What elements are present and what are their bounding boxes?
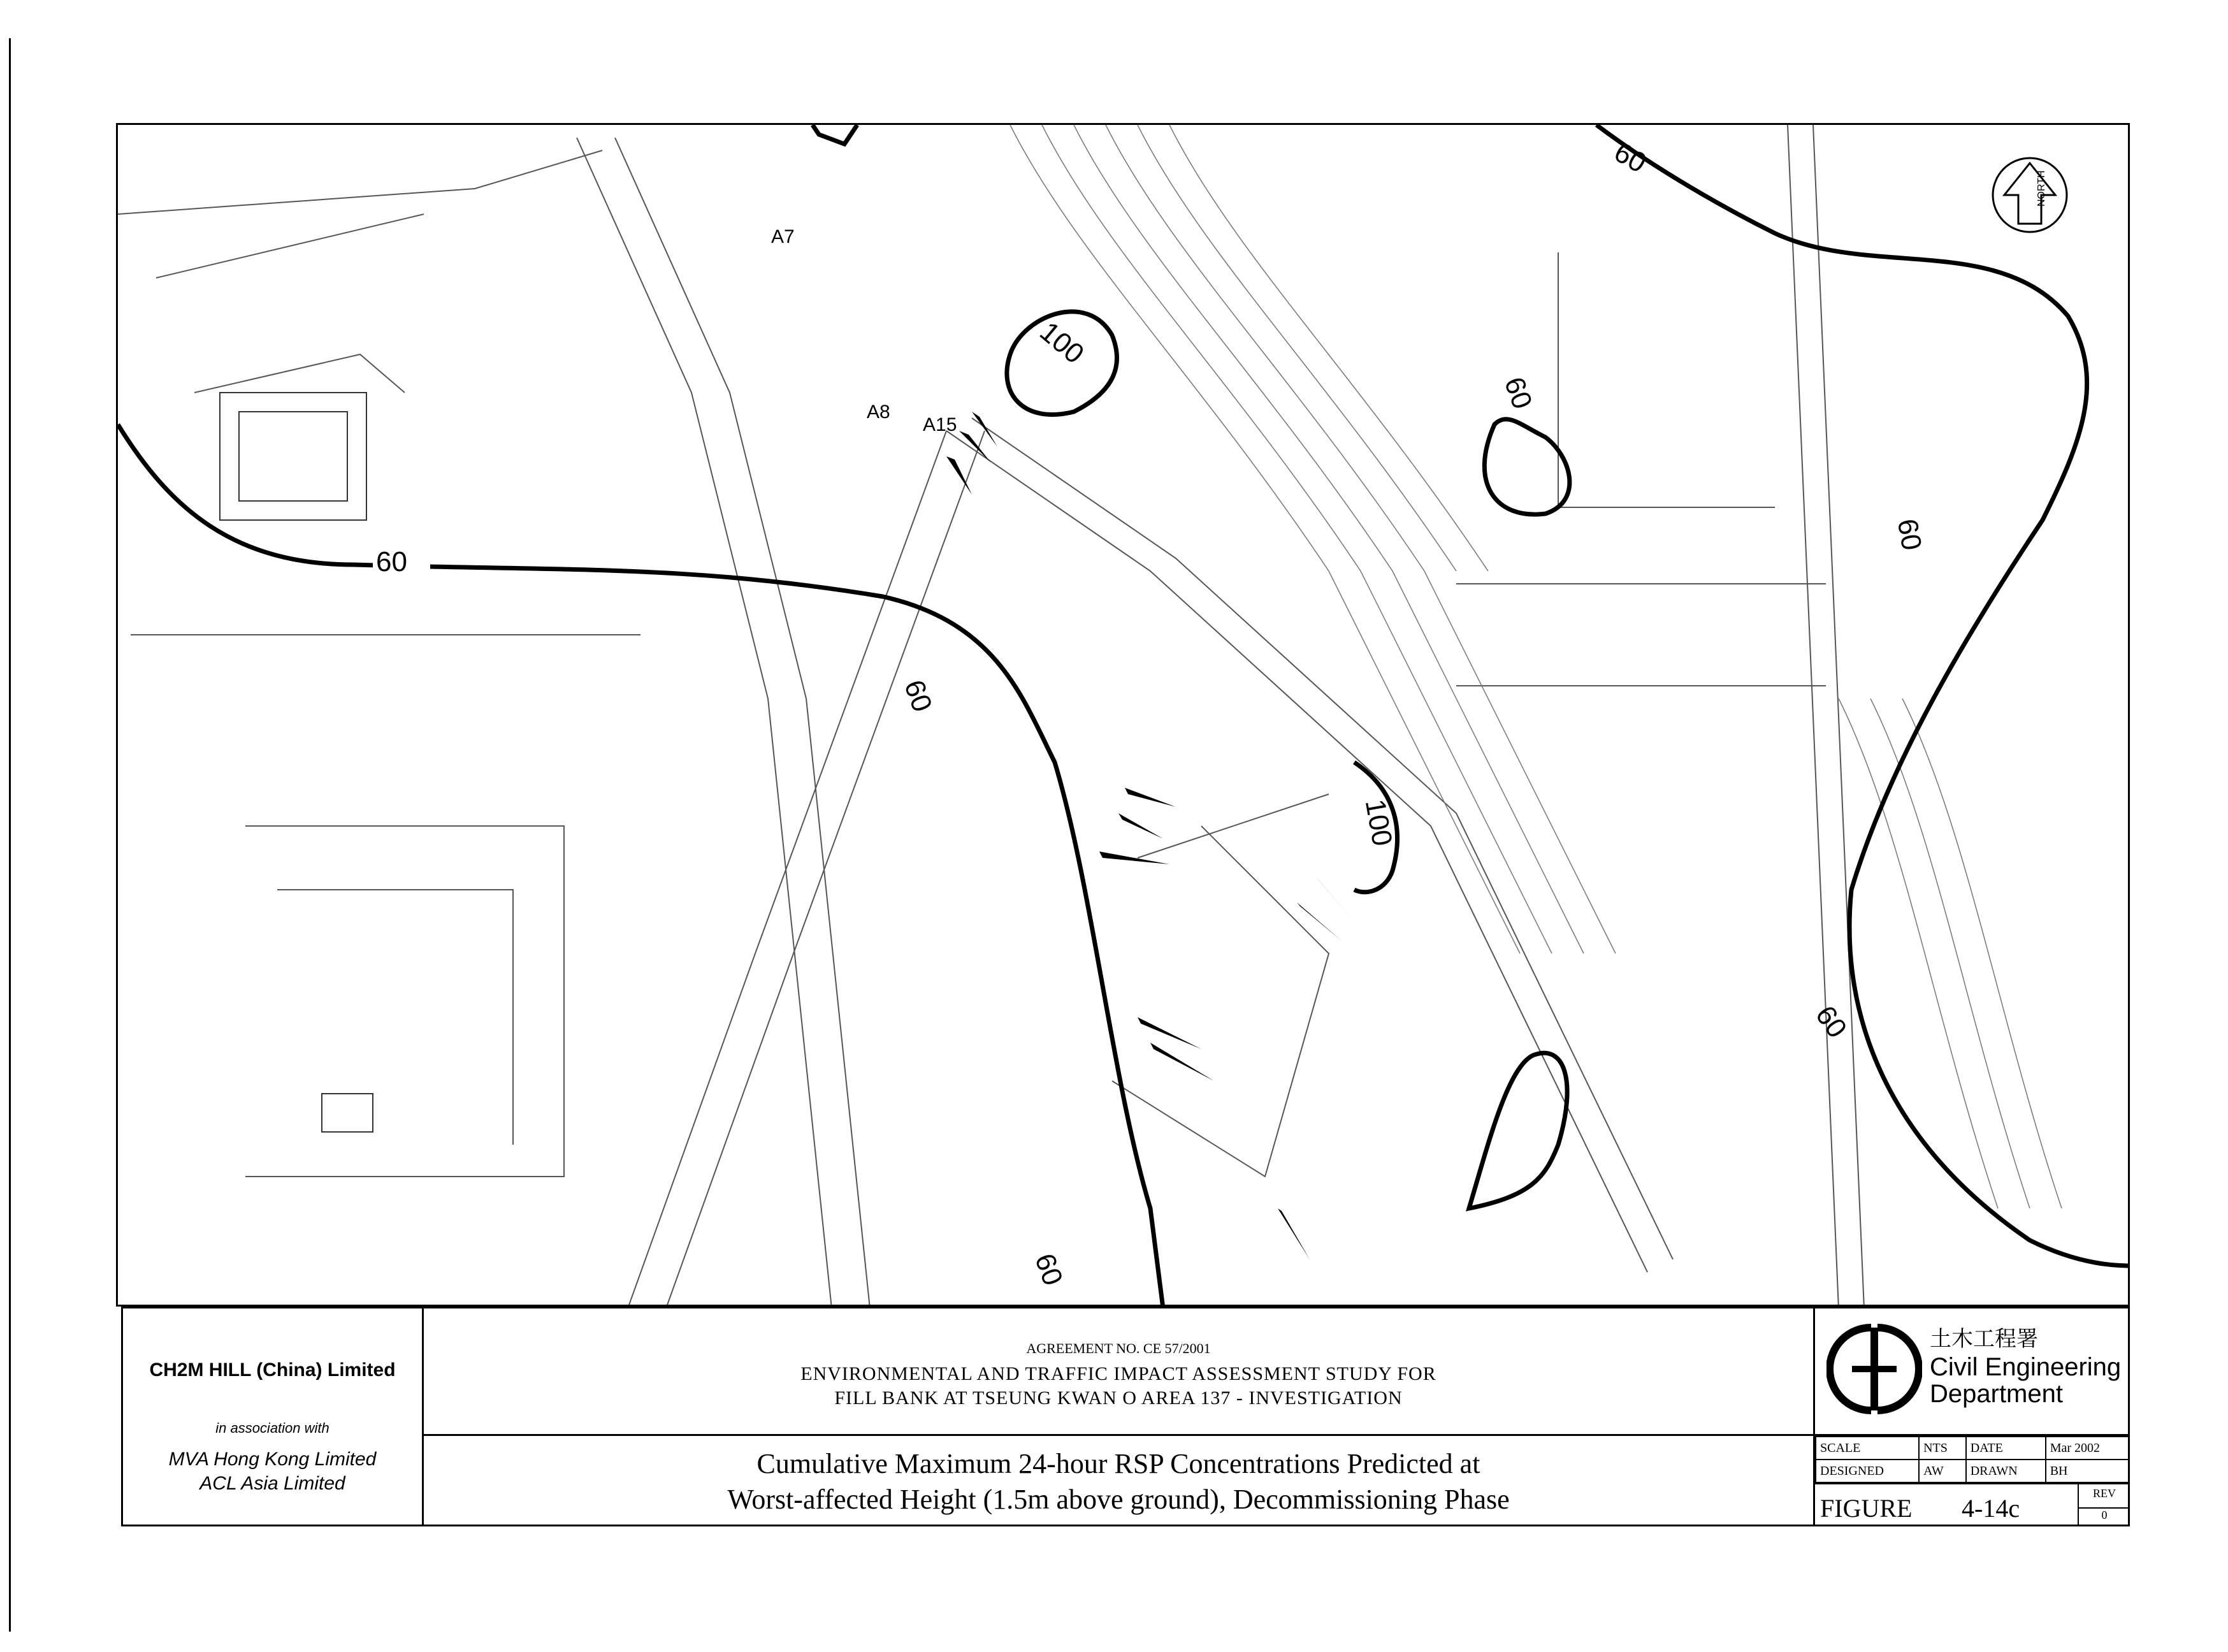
drawing-metadata — [1813, 1436, 2128, 1525]
date-value: Mar 2002 — [2046, 1437, 2129, 1460]
contour-label-east-right: 60 — [1891, 516, 1928, 553]
agreement-number: AGREEMENT NO. CE 57/2001 — [1026, 1340, 1211, 1356]
designed-value: AW — [1919, 1460, 1966, 1482]
revision-box — [2078, 1484, 2130, 1525]
figure-label: FIGURE — [1820, 1494, 1913, 1523]
contour-label-centre-b: 60 — [1029, 1249, 1069, 1290]
metadata-table — [1815, 1436, 2130, 1483]
drawn-value: BH — [2046, 1460, 2129, 1482]
association-note: in association with — [215, 1420, 329, 1436]
contour-label-east-lower: 60 — [1809, 1000, 1853, 1044]
figure-number: 4-14c — [1962, 1494, 2020, 1523]
figure-title-panel — [424, 1436, 1813, 1525]
map-labels — [118, 125, 2130, 1307]
partner-2: ACL Asia Limited — [199, 1473, 345, 1494]
north-arrow-label: NORTH — [2036, 170, 2047, 207]
title-block — [121, 1307, 2130, 1526]
figure-number-row — [1815, 1483, 2130, 1526]
north-arrow-icon — [1993, 158, 2067, 232]
department-panel — [1813, 1308, 2128, 1436]
receptor-label-a8: A8 — [867, 402, 890, 423]
partner-1: MVA Hong Kong Limited — [168, 1449, 377, 1470]
binding-margin-line — [9, 38, 11, 1632]
department-name-chinese: 土木工程署 — [1930, 1326, 2038, 1352]
study-title-line-1: ENVIRONMENTAL AND TRAFFIC IMPACT ASSESSMENT STUDY FOR — [800, 1363, 1436, 1384]
study-title-line-2: FILL BANK AT TSEUNG KWAN O AREA 137 - INVESTIGATION — [834, 1388, 1403, 1409]
consultant-name: CH2M HILL (China) Limited — [149, 1359, 396, 1380]
figure-title-line-1: Cumulative Maximum 24-hour RSP Concentrations Predicted at — [756, 1448, 1480, 1479]
revision-value: 0 — [2079, 1507, 2130, 1522]
contour-label-west: 60 — [376, 546, 407, 577]
scale-label: SCALE — [1816, 1437, 1919, 1460]
map-frame — [116, 123, 2130, 1307]
project-panel — [424, 1308, 1813, 1436]
consultant-panel — [123, 1308, 424, 1525]
department-name-line-1: Civil Engineering — [1930, 1353, 2122, 1381]
contour-label-east-upper: 60 — [1609, 136, 1652, 179]
contour-label-valley-100: 100 — [1359, 797, 1398, 849]
designed-label: DESIGNED — [1816, 1460, 1919, 1482]
receptor-label-a15: A15 — [923, 414, 957, 435]
date-label: DATE — [1966, 1437, 2046, 1460]
scale-value: NTS — [1919, 1437, 1966, 1460]
department-name-line-2: Department — [1930, 1380, 2063, 1408]
contour-label-ridge-100: 100 — [1034, 315, 1090, 370]
department-logo-icon — [1827, 1321, 1922, 1417]
contour-label-east-inner: 60 — [1498, 373, 1538, 414]
revision-label: REV — [2093, 1487, 2116, 1500]
contour-label-centre-a: 60 — [898, 676, 938, 716]
receptor-label-a7: A7 — [771, 226, 795, 247]
drawn-label: DRAWN — [1966, 1460, 2046, 1482]
figure-title-line-2: Worst-affected Height (1.5m above ground), Decommissioning Phase — [727, 1484, 1510, 1515]
